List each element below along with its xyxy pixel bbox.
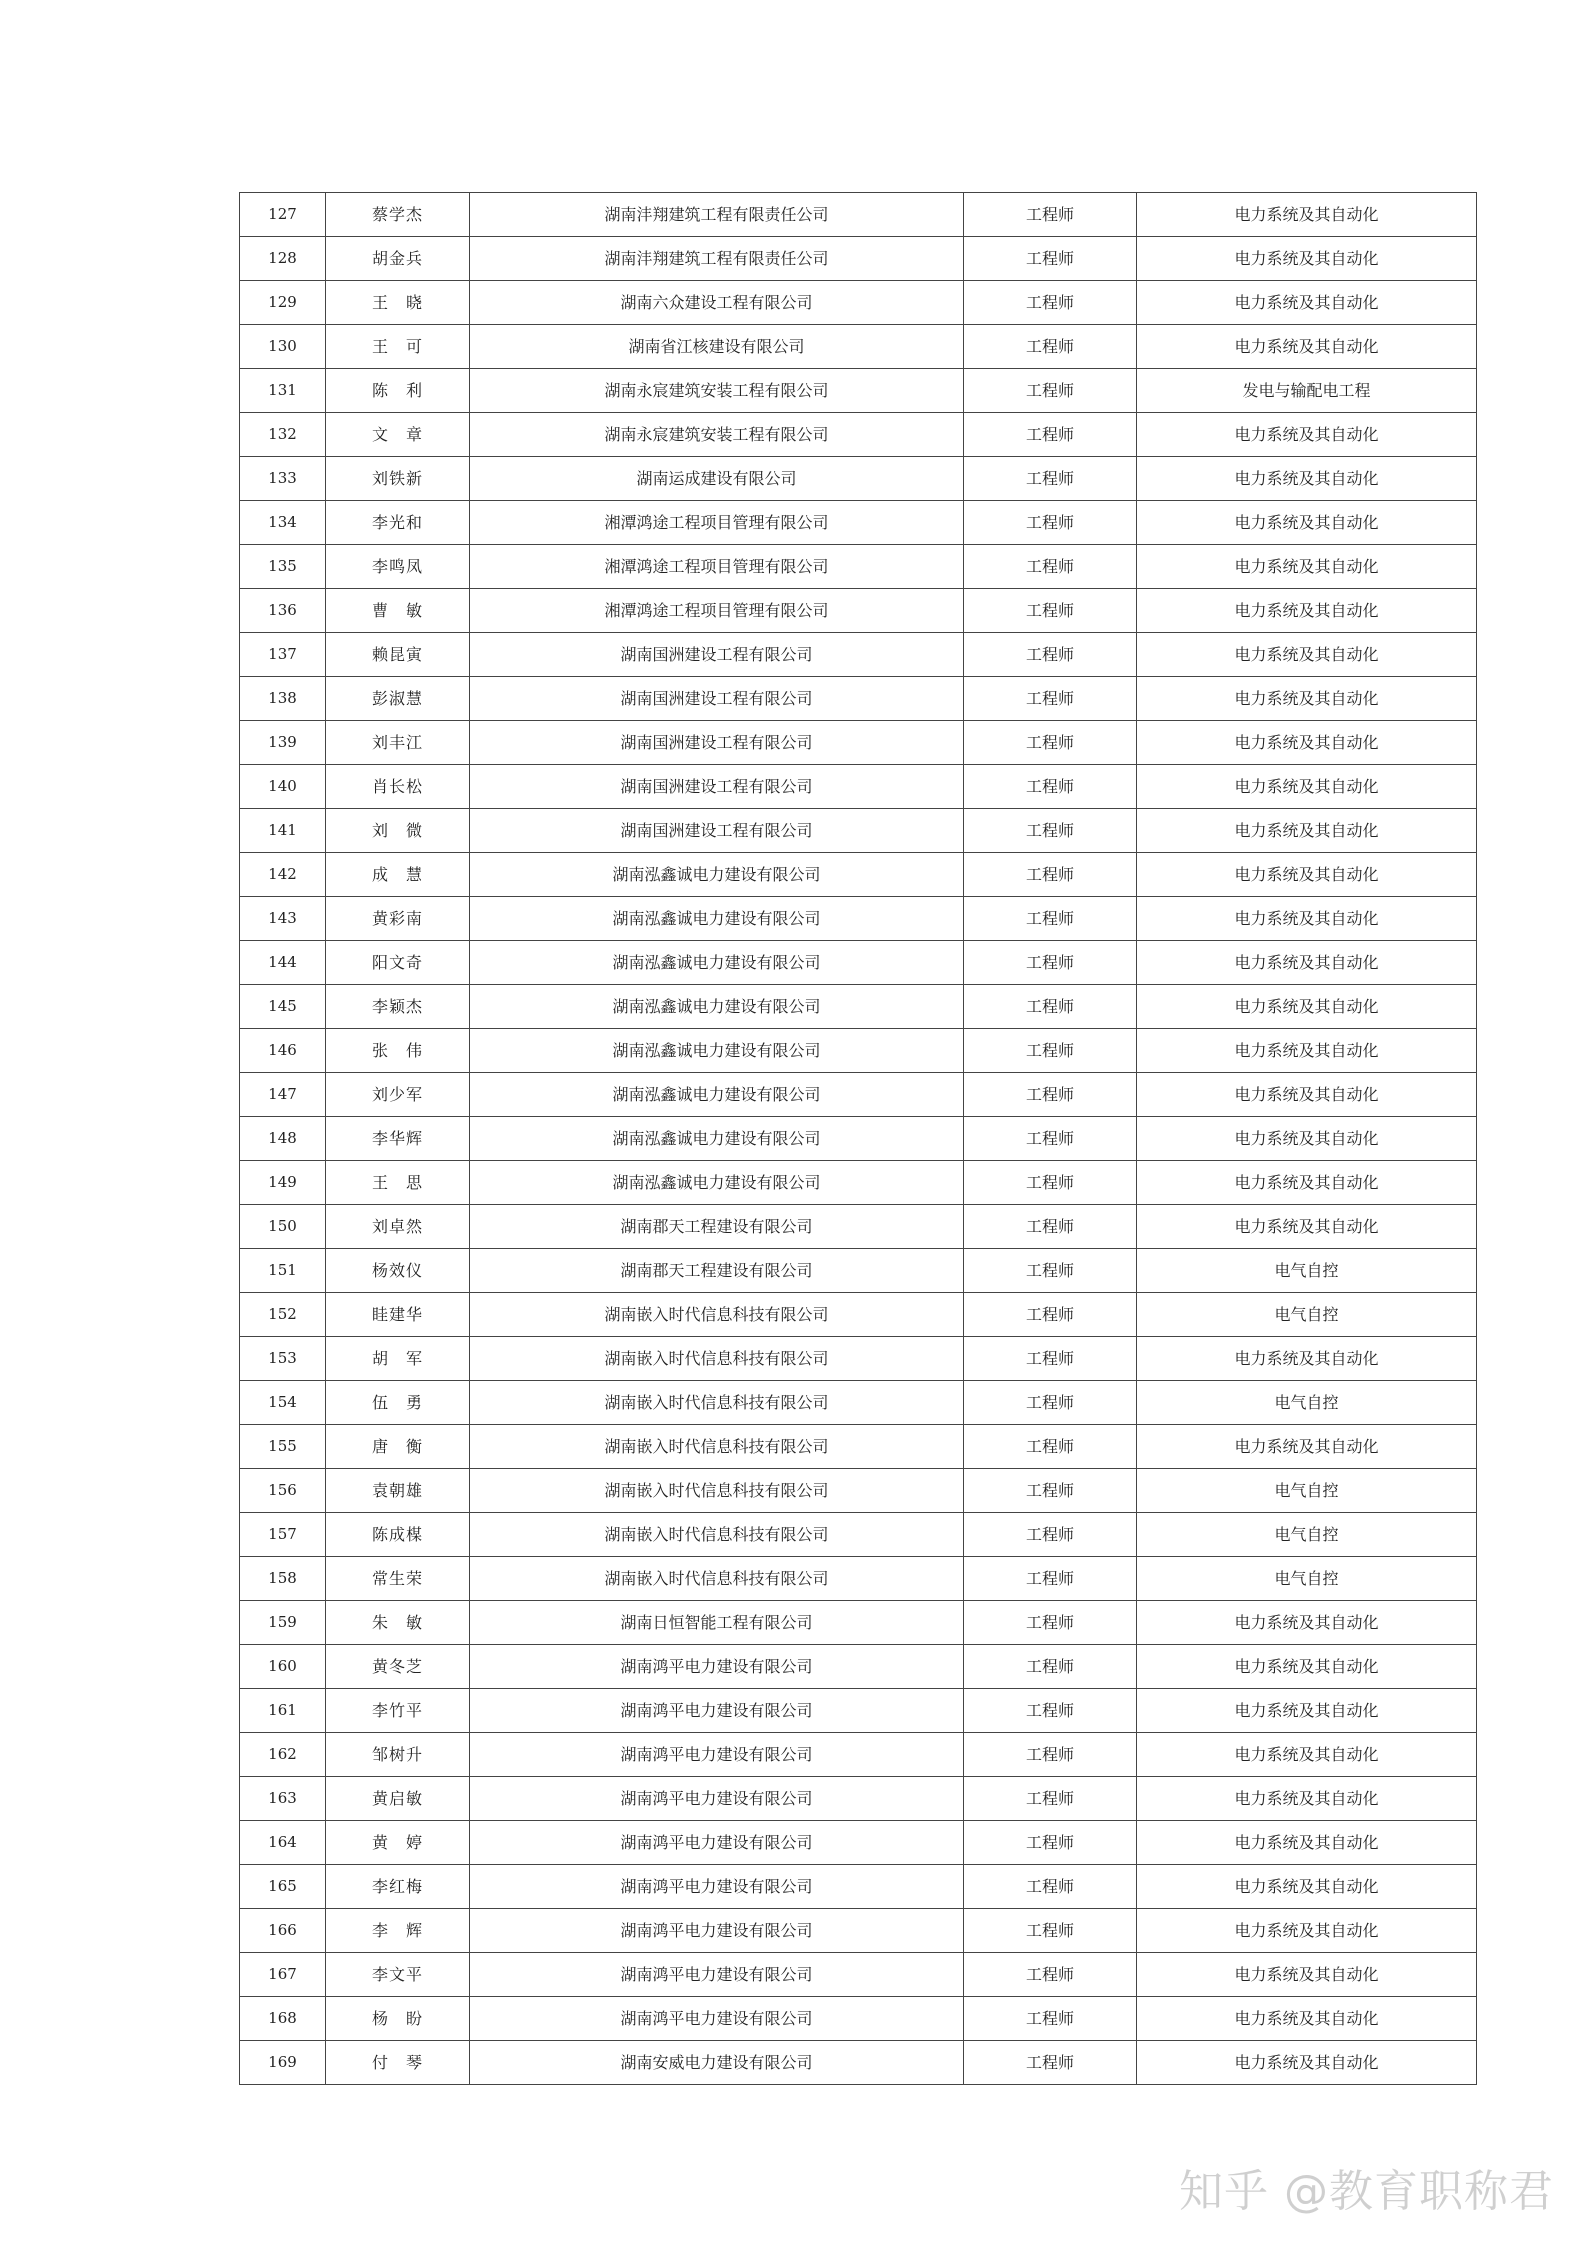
company-cell: 湖南鸿平电力建设有限公司 (470, 1953, 964, 1997)
table-row (240, 1865, 1477, 1909)
professional-title-cell: 工程师 (964, 1469, 1137, 1513)
table-row (240, 1425, 1477, 1469)
person-name-cell: 王 晓 (326, 281, 470, 325)
serial-number-cell: 148 (240, 1117, 326, 1161)
serial-number-cell: 162 (240, 1733, 326, 1777)
professional-title-cell: 工程师 (964, 765, 1137, 809)
serial-number-cell: 168 (240, 1997, 326, 2041)
table-row (240, 1205, 1477, 1249)
table-row (240, 1689, 1477, 1733)
specialty-cell: 电力系统及其自动化 (1137, 281, 1477, 325)
company-cell: 湖南沣翔建筑工程有限责任公司 (470, 237, 964, 281)
person-name-cell: 彭淑慧 (326, 677, 470, 721)
serial-number-cell: 152 (240, 1293, 326, 1337)
specialty-cell: 电气自控 (1137, 1293, 1477, 1337)
professional-title-cell: 工程师 (964, 1733, 1137, 1777)
professional-title-cell: 工程师 (964, 2041, 1137, 2085)
roster-table (239, 192, 1477, 2085)
serial-number-cell: 131 (240, 369, 326, 413)
person-name-cell: 陈成楳 (326, 1513, 470, 1557)
company-cell: 湖南嵌入时代信息科技有限公司 (470, 1469, 964, 1513)
table-row (240, 501, 1477, 545)
professional-title-cell: 工程师 (964, 721, 1137, 765)
specialty-cell: 电力系统及其自动化 (1137, 941, 1477, 985)
specialty-cell: 电力系统及其自动化 (1137, 1161, 1477, 1205)
professional-title-cell: 工程师 (964, 1073, 1137, 1117)
company-cell: 湖南省江核建设有限公司 (470, 325, 964, 369)
company-cell: 湖南鸿平电力建设有限公司 (470, 1909, 964, 1953)
company-cell: 湖南鸿平电力建设有限公司 (470, 1777, 964, 1821)
specialty-cell: 发电与输配电工程 (1137, 369, 1477, 413)
serial-number-cell: 153 (240, 1337, 326, 1381)
professional-title-cell: 工程师 (964, 325, 1137, 369)
company-cell: 湖南鸿平电力建设有限公司 (470, 1645, 964, 1689)
company-cell: 湘潭鸿途工程项目管理有限公司 (470, 501, 964, 545)
company-cell: 湖南泓鑫诚电力建设有限公司 (470, 1029, 964, 1073)
serial-number-cell: 146 (240, 1029, 326, 1073)
specialty-cell: 电力系统及其自动化 (1137, 1337, 1477, 1381)
professional-title-cell: 工程师 (964, 985, 1137, 1029)
table-row (240, 985, 1477, 1029)
serial-number-cell: 142 (240, 853, 326, 897)
person-name-cell: 胡金兵 (326, 237, 470, 281)
table-row (240, 1029, 1477, 1073)
specialty-cell: 电力系统及其自动化 (1137, 721, 1477, 765)
specialty-cell: 电力系统及其自动化 (1137, 853, 1477, 897)
table-row (240, 633, 1477, 677)
specialty-cell: 电力系统及其自动化 (1137, 545, 1477, 589)
company-cell: 湖南安威电力建设有限公司 (470, 2041, 964, 2085)
serial-number-cell: 155 (240, 1425, 326, 1469)
professional-title-cell: 工程师 (964, 369, 1137, 413)
table-row (240, 765, 1477, 809)
person-name-cell: 蔡学杰 (326, 193, 470, 237)
person-name-cell: 刘 微 (326, 809, 470, 853)
company-cell: 湖南鸿平电力建设有限公司 (470, 1997, 964, 2041)
company-cell: 湖南泓鑫诚电力建设有限公司 (470, 1117, 964, 1161)
professional-title-cell: 工程师 (964, 1865, 1137, 1909)
person-name-cell: 黄彩南 (326, 897, 470, 941)
professional-title-cell: 工程师 (964, 413, 1137, 457)
professional-title-cell: 工程师 (964, 1953, 1137, 1997)
person-name-cell: 曹 敏 (326, 589, 470, 633)
specialty-cell: 电力系统及其自动化 (1137, 193, 1477, 237)
table-row (240, 721, 1477, 765)
serial-number-cell: 139 (240, 721, 326, 765)
professional-title-cell: 工程师 (964, 941, 1137, 985)
person-name-cell: 黄启敏 (326, 1777, 470, 1821)
table-row (240, 1381, 1477, 1425)
table-row (240, 809, 1477, 853)
company-cell: 湖南嵌入时代信息科技有限公司 (470, 1337, 964, 1381)
serial-number-cell: 164 (240, 1821, 326, 1865)
professional-title-cell: 工程师 (964, 193, 1137, 237)
specialty-cell: 电力系统及其自动化 (1137, 809, 1477, 853)
company-cell: 湖南泓鑫诚电力建设有限公司 (470, 941, 964, 985)
company-cell: 湖南永宸建筑安装工程有限公司 (470, 369, 964, 413)
table-row (240, 1249, 1477, 1293)
serial-number-cell: 149 (240, 1161, 326, 1205)
serial-number-cell: 163 (240, 1777, 326, 1821)
professional-title-cell: 工程师 (964, 1997, 1137, 2041)
table-row (240, 1469, 1477, 1513)
company-cell: 湖南鸿平电力建设有限公司 (470, 1689, 964, 1733)
table-row (240, 1997, 1477, 2041)
professional-title-cell: 工程师 (964, 1689, 1137, 1733)
person-name-cell: 胡 军 (326, 1337, 470, 1381)
table-row (240, 2041, 1477, 2085)
serial-number-cell: 161 (240, 1689, 326, 1733)
professional-title-cell: 工程师 (964, 1425, 1137, 1469)
specialty-cell: 电力系统及其自动化 (1137, 1073, 1477, 1117)
professional-title-cell: 工程师 (964, 281, 1137, 325)
person-name-cell: 阳文奇 (326, 941, 470, 985)
table-row (240, 545, 1477, 589)
zhihu-watermark: 知乎 @教育职称君 (1179, 2166, 1554, 2217)
company-cell: 湖南郡天工程建设有限公司 (470, 1249, 964, 1293)
serial-number-cell: 133 (240, 457, 326, 501)
person-name-cell: 李光和 (326, 501, 470, 545)
specialty-cell: 电力系统及其自动化 (1137, 1689, 1477, 1733)
specialty-cell: 电力系统及其自动化 (1137, 1953, 1477, 1997)
professional-title-cell: 工程师 (964, 545, 1137, 589)
table-row (240, 369, 1477, 413)
table-row (240, 1645, 1477, 1689)
company-cell: 湖南运成建设有限公司 (470, 457, 964, 501)
person-name-cell: 李红梅 (326, 1865, 470, 1909)
professional-title-cell: 工程师 (964, 1337, 1137, 1381)
specialty-cell: 电力系统及其自动化 (1137, 765, 1477, 809)
table-row (240, 325, 1477, 369)
table-row (240, 897, 1477, 941)
professional-title-cell: 工程师 (964, 853, 1137, 897)
person-name-cell: 刘丰江 (326, 721, 470, 765)
professional-title-cell: 工程师 (964, 1117, 1137, 1161)
table-row (240, 677, 1477, 721)
serial-number-cell: 147 (240, 1073, 326, 1117)
specialty-cell: 电力系统及其自动化 (1137, 1205, 1477, 1249)
person-name-cell: 王 思 (326, 1161, 470, 1205)
company-cell: 湖南国洲建设工程有限公司 (470, 765, 964, 809)
specialty-cell: 电气自控 (1137, 1249, 1477, 1293)
professional-title-cell: 工程师 (964, 1601, 1137, 1645)
person-name-cell: 李鸣凤 (326, 545, 470, 589)
specialty-cell: 电气自控 (1137, 1381, 1477, 1425)
specialty-cell: 电力系统及其自动化 (1137, 325, 1477, 369)
company-cell: 湖南泓鑫诚电力建设有限公司 (470, 897, 964, 941)
serial-number-cell: 140 (240, 765, 326, 809)
person-name-cell: 刘铁新 (326, 457, 470, 501)
serial-number-cell: 150 (240, 1205, 326, 1249)
company-cell: 湖南鸿平电力建设有限公司 (470, 1733, 964, 1777)
person-name-cell: 李颖杰 (326, 985, 470, 1029)
person-name-cell: 刘少军 (326, 1073, 470, 1117)
person-name-cell: 朱 敏 (326, 1601, 470, 1645)
table-row (240, 853, 1477, 897)
person-name-cell: 袁朝雄 (326, 1469, 470, 1513)
serial-number-cell: 132 (240, 413, 326, 457)
serial-number-cell: 135 (240, 545, 326, 589)
serial-number-cell: 151 (240, 1249, 326, 1293)
company-cell: 湖南嵌入时代信息科技有限公司 (470, 1557, 964, 1601)
specialty-cell: 电气自控 (1137, 1469, 1477, 1513)
table-row (240, 1821, 1477, 1865)
serial-number-cell: 167 (240, 1953, 326, 1997)
person-name-cell: 付 琴 (326, 2041, 470, 2085)
specialty-cell: 电力系统及其自动化 (1137, 501, 1477, 545)
serial-number-cell: 158 (240, 1557, 326, 1601)
serial-number-cell: 137 (240, 633, 326, 677)
serial-number-cell: 138 (240, 677, 326, 721)
person-name-cell: 眭建华 (326, 1293, 470, 1337)
serial-number-cell: 129 (240, 281, 326, 325)
serial-number-cell: 143 (240, 897, 326, 941)
person-name-cell: 陈 利 (326, 369, 470, 413)
professional-title-cell: 工程师 (964, 1777, 1137, 1821)
specialty-cell: 电力系统及其自动化 (1137, 633, 1477, 677)
specialty-cell: 电力系统及其自动化 (1137, 1645, 1477, 1689)
specialty-cell: 电力系统及其自动化 (1137, 1997, 1477, 2041)
person-name-cell: 唐 衡 (326, 1425, 470, 1469)
person-name-cell: 黄冬芝 (326, 1645, 470, 1689)
table-row (240, 281, 1477, 325)
table-row (240, 1293, 1477, 1337)
company-cell: 湖南鸿平电力建设有限公司 (470, 1821, 964, 1865)
table-row (240, 1909, 1477, 1953)
person-name-cell: 王 可 (326, 325, 470, 369)
professional-title-cell: 工程师 (964, 1821, 1137, 1865)
company-cell: 湖南嵌入时代信息科技有限公司 (470, 1293, 964, 1337)
company-cell: 湖南泓鑫诚电力建设有限公司 (470, 1073, 964, 1117)
company-cell: 湖南六众建设工程有限公司 (470, 281, 964, 325)
company-cell: 湘潭鸿途工程项目管理有限公司 (470, 589, 964, 633)
company-cell: 湖南永宸建筑安装工程有限公司 (470, 413, 964, 457)
person-name-cell: 杨效仪 (326, 1249, 470, 1293)
serial-number-cell: 154 (240, 1381, 326, 1425)
company-cell: 湖南郡天工程建设有限公司 (470, 1205, 964, 1249)
table-row (240, 1513, 1477, 1557)
person-name-cell: 张 伟 (326, 1029, 470, 1073)
professional-title-cell: 工程师 (964, 1645, 1137, 1689)
table-row (240, 1601, 1477, 1645)
person-name-cell: 文 章 (326, 413, 470, 457)
serial-number-cell: 141 (240, 809, 326, 853)
company-cell: 湖南沣翔建筑工程有限责任公司 (470, 193, 964, 237)
professional-title-cell: 工程师 (964, 809, 1137, 853)
serial-number-cell: 128 (240, 237, 326, 281)
company-cell: 湖南国洲建设工程有限公司 (470, 677, 964, 721)
person-name-cell: 李文平 (326, 1953, 470, 1997)
specialty-cell: 电气自控 (1137, 1557, 1477, 1601)
professional-title-cell: 工程师 (964, 589, 1137, 633)
person-name-cell: 刘卓然 (326, 1205, 470, 1249)
professional-title-cell: 工程师 (964, 237, 1137, 281)
specialty-cell: 电力系统及其自动化 (1137, 413, 1477, 457)
serial-number-cell: 165 (240, 1865, 326, 1909)
company-cell: 湖南日恒智能工程有限公司 (470, 1601, 964, 1645)
specialty-cell: 电力系统及其自动化 (1137, 897, 1477, 941)
person-name-cell: 成 慧 (326, 853, 470, 897)
table-row (240, 1953, 1477, 1997)
specialty-cell: 电力系统及其自动化 (1137, 1117, 1477, 1161)
table-row (240, 1337, 1477, 1381)
table-row (240, 1117, 1477, 1161)
specialty-cell: 电力系统及其自动化 (1137, 1821, 1477, 1865)
person-name-cell: 常生荣 (326, 1557, 470, 1601)
serial-number-cell: 136 (240, 589, 326, 633)
professional-title-cell: 工程师 (964, 1249, 1137, 1293)
professional-title-cell: 工程师 (964, 1513, 1137, 1557)
specialty-cell: 电力系统及其自动化 (1137, 589, 1477, 633)
company-cell: 湖南国洲建设工程有限公司 (470, 721, 964, 765)
specialty-cell: 电力系统及其自动化 (1137, 1601, 1477, 1645)
company-cell: 湖南嵌入时代信息科技有限公司 (470, 1513, 964, 1557)
person-name-cell: 杨 盼 (326, 1997, 470, 2041)
professional-title-cell: 工程师 (964, 1029, 1137, 1073)
table-row (240, 1073, 1477, 1117)
serial-number-cell: 145 (240, 985, 326, 1029)
professional-title-cell: 工程师 (964, 457, 1137, 501)
table-row (240, 1733, 1477, 1777)
person-name-cell: 肖长松 (326, 765, 470, 809)
person-name-cell: 赖昆寅 (326, 633, 470, 677)
professional-title-cell: 工程师 (964, 897, 1137, 941)
serial-number-cell: 127 (240, 193, 326, 237)
professional-title-cell: 工程师 (964, 1909, 1137, 1953)
company-cell: 湖南国洲建设工程有限公司 (470, 809, 964, 853)
professional-title-cell: 工程师 (964, 1161, 1137, 1205)
specialty-cell: 电力系统及其自动化 (1137, 677, 1477, 721)
table-row (240, 1557, 1477, 1601)
specialty-cell: 电力系统及其自动化 (1137, 1029, 1477, 1073)
company-cell: 湘潭鸿途工程项目管理有限公司 (470, 545, 964, 589)
company-cell: 湖南嵌入时代信息科技有限公司 (470, 1425, 964, 1469)
professional-title-cell: 工程师 (964, 501, 1137, 545)
specialty-cell: 电力系统及其自动化 (1137, 1777, 1477, 1821)
table-row (240, 193, 1477, 237)
person-name-cell: 李竹平 (326, 1689, 470, 1733)
professional-title-cell: 工程师 (964, 1381, 1137, 1425)
professional-title-cell: 工程师 (964, 1205, 1137, 1249)
serial-number-cell: 157 (240, 1513, 326, 1557)
professional-title-cell: 工程师 (964, 1557, 1137, 1601)
table-row (240, 589, 1477, 633)
serial-number-cell: 130 (240, 325, 326, 369)
company-cell: 湖南鸿平电力建设有限公司 (470, 1865, 964, 1909)
table-row (240, 457, 1477, 501)
serial-number-cell: 156 (240, 1469, 326, 1513)
specialty-cell: 电气自控 (1137, 1513, 1477, 1557)
table-row (240, 237, 1477, 281)
person-name-cell: 邹树升 (326, 1733, 470, 1777)
company-cell: 湖南泓鑫诚电力建设有限公司 (470, 853, 964, 897)
specialty-cell: 电力系统及其自动化 (1137, 237, 1477, 281)
specialty-cell: 电力系统及其自动化 (1137, 457, 1477, 501)
person-name-cell: 伍 勇 (326, 1381, 470, 1425)
table-row (240, 413, 1477, 457)
person-name-cell: 李华辉 (326, 1117, 470, 1161)
table-row (240, 1161, 1477, 1205)
company-cell: 湖南嵌入时代信息科技有限公司 (470, 1381, 964, 1425)
company-cell: 湖南泓鑫诚电力建设有限公司 (470, 1161, 964, 1205)
table-row (240, 941, 1477, 985)
specialty-cell: 电力系统及其自动化 (1137, 1733, 1477, 1777)
company-cell: 湖南泓鑫诚电力建设有限公司 (470, 985, 964, 1029)
company-cell: 湖南国洲建设工程有限公司 (470, 633, 964, 677)
professional-title-cell: 工程师 (964, 1293, 1137, 1337)
serial-number-cell: 166 (240, 1909, 326, 1953)
serial-number-cell: 159 (240, 1601, 326, 1645)
specialty-cell: 电力系统及其自动化 (1137, 1865, 1477, 1909)
roster-table-body (240, 193, 1477, 2085)
specialty-cell: 电力系统及其自动化 (1137, 1909, 1477, 1953)
serial-number-cell: 160 (240, 1645, 326, 1689)
serial-number-cell: 144 (240, 941, 326, 985)
specialty-cell: 电力系统及其自动化 (1137, 1425, 1477, 1469)
person-name-cell: 李 辉 (326, 1909, 470, 1953)
specialty-cell: 电力系统及其自动化 (1137, 985, 1477, 1029)
person-name-cell: 黄 婷 (326, 1821, 470, 1865)
table-row (240, 1777, 1477, 1821)
specialty-cell: 电力系统及其自动化 (1137, 2041, 1477, 2085)
serial-number-cell: 134 (240, 501, 326, 545)
serial-number-cell: 169 (240, 2041, 326, 2085)
professional-title-cell: 工程师 (964, 633, 1137, 677)
professional-title-cell: 工程师 (964, 677, 1137, 721)
